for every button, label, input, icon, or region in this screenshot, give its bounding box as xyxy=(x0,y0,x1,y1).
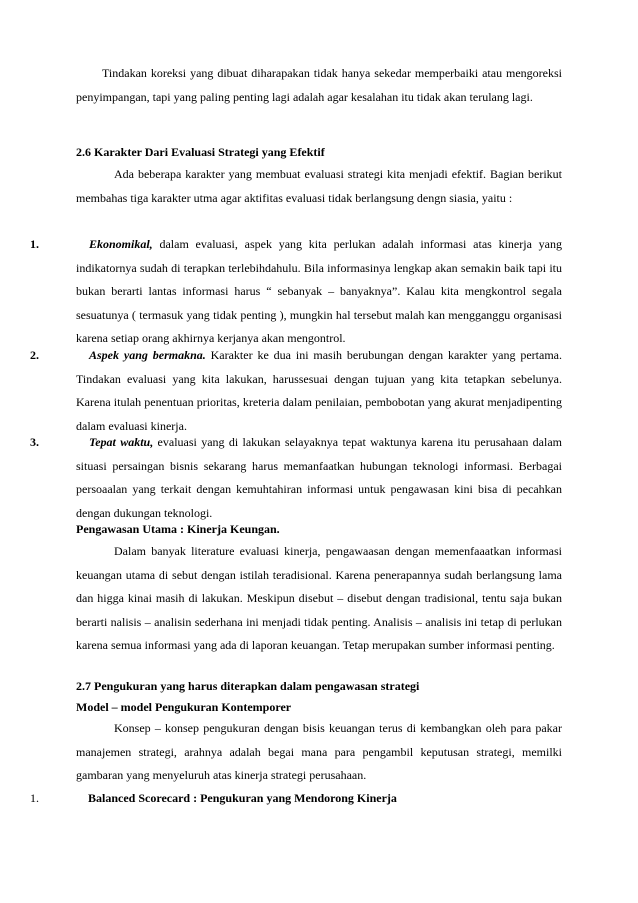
list-item-lead: Aspek yang bermakna. xyxy=(89,348,206,362)
list-item-ekonomikal xyxy=(76,233,562,351)
list-number-1: 1. xyxy=(30,237,39,251)
paragraph-konsep: Konsep – konsep pengukuran dengan bisis keuangan terus di kembangkan oleh para pakar manajemen strategi, arahnya adalah begai mana para pengambil keputusan strategi, memilki gambaran yang menyeluruh atas kinerja strategi perusahaan. xyxy=(76,721,562,783)
list-number-3: 3. xyxy=(30,435,39,449)
list-item-body: evaluasi yang di lakukan selayaknya tepat waktunya karena itu perusahaan dalam situasi persaingan bisnis sekarang harus memanfaatkan hubungan teknologi informasi. Berbagai persoaalan yang terkait dengan kemuhtahiran informasi untuk pengawasan kini bisa di pecahkan dengan dukungan teknologi. xyxy=(76,435,562,520)
heading-pengawasan: Pengawasan Utama : Kinerja Keungan. xyxy=(76,522,280,536)
list-item-body: dalam evaluasi, aspek yang kita perlukan adalah informasi atas kinerja yang indikatornya sudah di terapkan terlebihdahulu. Bila informasinya lengkap akan semakin baik tapi itu bukan berarti lantas informasi harus “ sebanyak – banyaknya”. Kalau kita mengkontrol segala sesuatunya ( termasuk yang tidak penting ), mungkin hal tersebut malah kan mengganggu organisasi karena setiap orang akhirnya kerjanya akan mengontrol. xyxy=(76,237,562,346)
list-item-lead: Ekonomikal, xyxy=(89,237,153,251)
heading-2-7: 2.7 Pengukuran yang harus diterapkan dalam pengawasan strategi xyxy=(76,679,420,693)
heading-balanced-scorecard: Balanced Scorecard : Pengukuran yang Mendorong Kinerja xyxy=(88,791,397,805)
paragraph-pengawasan: Dalam banyak literature evaluasi kinerja, pengawaasan dengan memenfaaatkan informasi keuangan utama di sebut dengan istilah teradisional. Karena penerapannya sudah berlangsung lama dan higga kinai masih di lakukan. Meskipun disebut – disebut dengan tradisional, tentu saja bukan berarti nalisis – analisin sederhana ini menjadi tidak penting. Analisis – analisis ini tetap di perlukan karena semua informasi yang ada di laporan keuangan. Tetap merupakan sumber informasi penting. xyxy=(76,544,562,653)
heading-model: Model – model Pengukuran Kontemporer xyxy=(76,700,292,714)
heading-2-6: 2.6 Karakter Dari Evaluasi Strategi yang Efektif xyxy=(76,145,325,159)
list-number-2: 2. xyxy=(30,348,39,362)
paragraph-intro: Ada beberapa karakter yang membuat evaluasi strategi kita menjadi efektif. Bagian berikut membahas tiga karakter utma agar aktifitas evaluasi tidak berlangsung dengn siasia, yaitu : xyxy=(76,167,562,205)
list-number-balanced: 1. xyxy=(30,791,39,805)
list-item-aspek xyxy=(76,344,562,438)
list-item-lead: Tepat waktu, xyxy=(89,435,154,449)
list-item-body: Karakter ke dua ini masih berubungan dengan karakter yang pertama. Tindakan evaluasi yang kita lakukan, harussesuai dengan tujuan yang kita tetapkan sebelunya. Karena itulah penentuan prioritas, kreteria dalam penilaian, pembobotan yang akurat menjadipenting dalam evaluasi kinerja. xyxy=(76,348,562,433)
paragraph-tindakan: Tindakan koreksi yang dibuat diharapakan tidak hanya sekedar memperbaiki atau mengoreksi penyimpangan, tapi yang paling penting lagi adalah agar kesalahan itu tidak akan terulang lagi. xyxy=(76,66,562,104)
list-item-tepat-waktu xyxy=(76,431,562,525)
